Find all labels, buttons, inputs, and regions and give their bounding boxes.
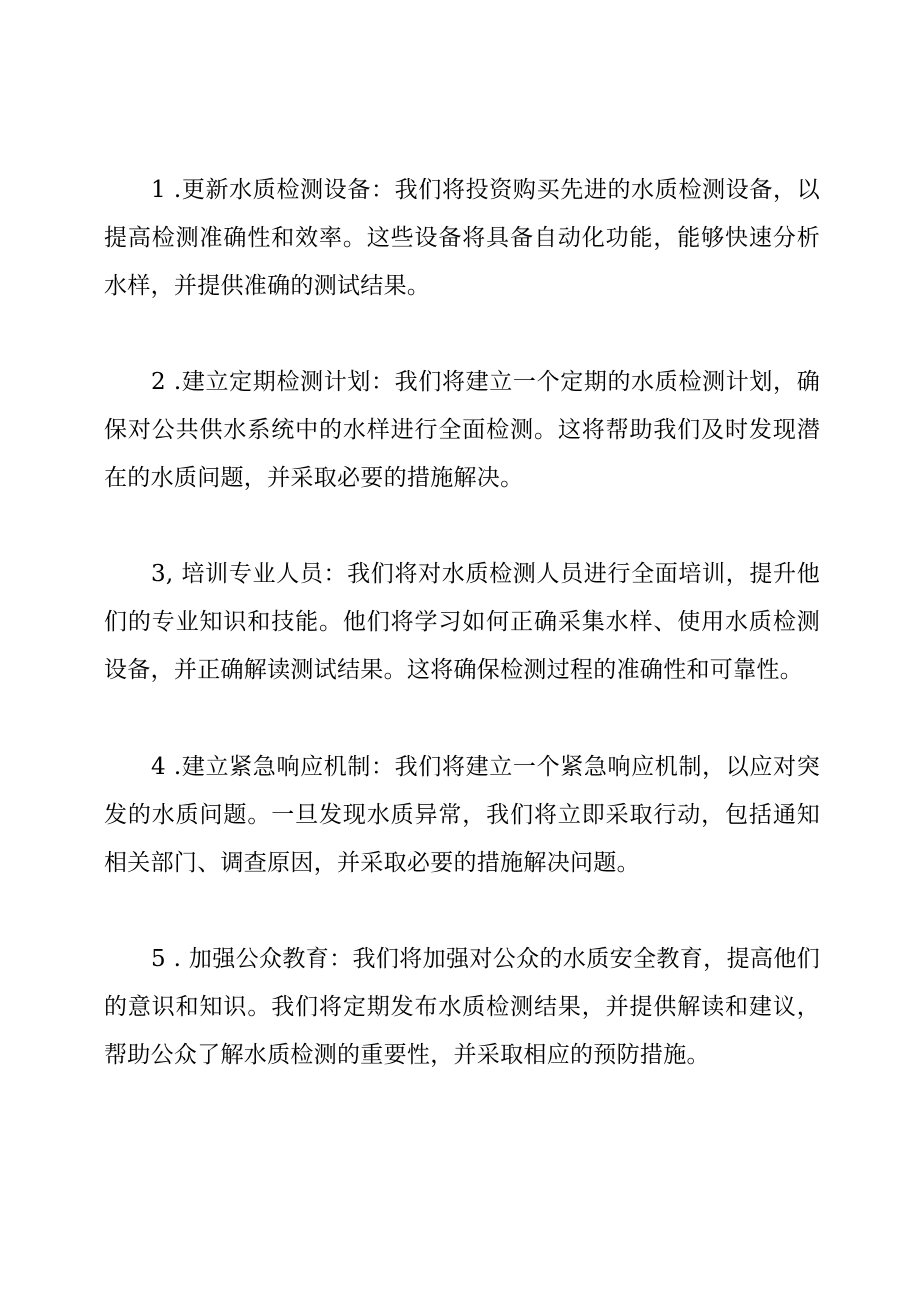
- paragraph-1-update-equipment: 1 .更新水质检测设备：我们将投资购买先进的水质检测设备，以提高检测准确性和效率。这些设备将具备自动化功能，能够快速分析水样，并提供准确的测试结果。: [104, 177, 820, 299]
- paragraph-4-emergency-response: 4 .建立紧急响应机制：我们将建立一个紧急响应机制，以应对突发的水质问题。一旦发现水质异常，我们将立即采取行动，包括通知相关部门、调查原因，并采取必要的措施解决问题。: [104, 754, 820, 876]
- paragraph-5-public-education: 5 . 加强公众教育：我们将加强对公众的水质安全教育，提高他们的意识和知识。我们将定期发布水质检测结果，并提供解读和建议，帮助公众了解水质检测的重要性，并采取相应的预防措施。: [104, 946, 820, 1068]
- paragraph-3-staff-training: 3, 培训专业人员：我们将对水质检测人员进行全面培训，提升他们的专业知识和技能。他们将学习如何正确采集水样、使用水质检测设备，并正确解读测试结果。这将确保检测过程的准确性和可靠性。: [104, 561, 820, 683]
- paragraph-2-regular-testing-plan: 2 .建立定期检测计划：我们将建立一个定期的水质检测计划，确保对公共供水系统中的水样进行全面检测。这将帮助我们及时发现潜在的水质问题，并采取必要的措施解决。: [104, 369, 820, 491]
